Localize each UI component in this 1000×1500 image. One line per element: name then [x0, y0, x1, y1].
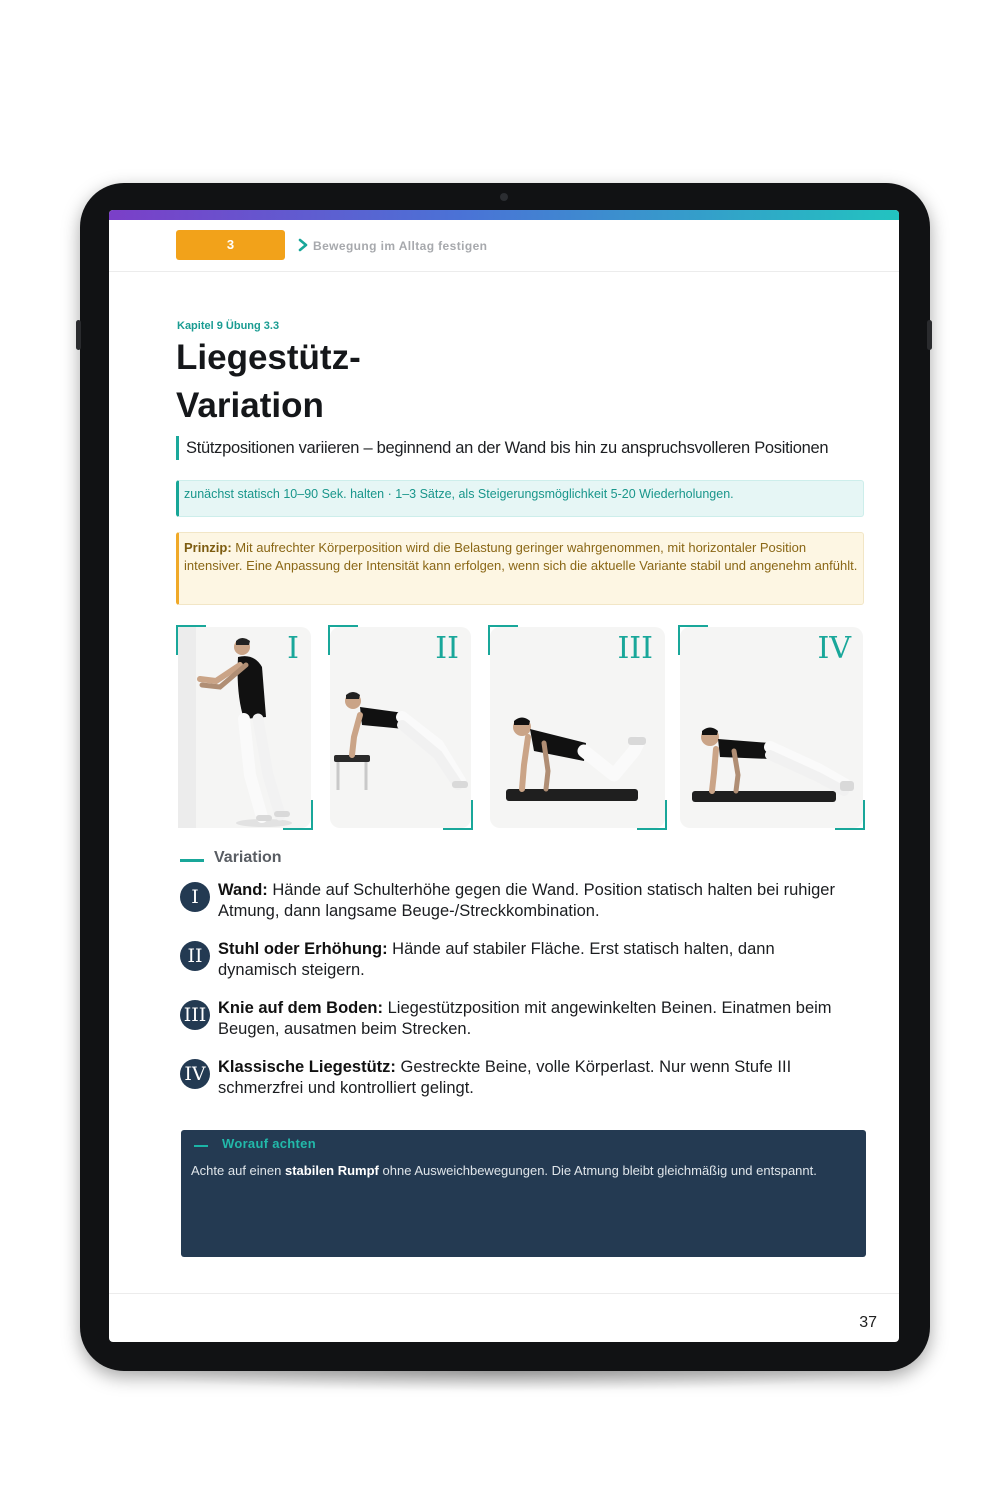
- variation-description: Hände auf stabiler Fläche. Erst statisch halten, dann dynamisch steigern.: [218, 940, 775, 979]
- photo-card: [176, 625, 313, 830]
- variation-label: Klassische Liegestütz:: [218, 1058, 396, 1076]
- tablet-device: [80, 183, 930, 1371]
- principle-label: Prinzip:: [184, 540, 232, 555]
- variation-label: Stuhl oder Erhöhung:: [218, 940, 388, 958]
- variation-heading: Variation: [214, 849, 282, 866]
- variation-text: [218, 998, 838, 1040]
- photo-corner: [176, 625, 206, 655]
- exercise-photos: [176, 625, 876, 830]
- tip-text-bold: stabilen Rumpf: [284, 1163, 379, 1178]
- photo-corner: [835, 800, 865, 830]
- variation-description: Gestreckte Beine, volle Körperlast. Nur wenn Stufe III schmerzfrei und kontrolliert gelingt.: [218, 1058, 792, 1097]
- subtitle: Stützpositionen variieren – beginnend an der Wand bis hin zu anspruchsvolleren Positionen: [176, 436, 828, 460]
- principle-box: [176, 532, 864, 605]
- tip-text-after: ohne Ausweichbewegungen. Die Atmung bleibt gleichmäßig und entspannt.: [382, 1163, 817, 1178]
- variation-label: Knie auf dem Boden:: [218, 999, 384, 1017]
- photo-corner: [488, 625, 518, 655]
- photo-card: [678, 625, 865, 830]
- volume-button: [76, 320, 81, 350]
- photo-numeral: III: [617, 631, 653, 666]
- variation-numeral: II: [180, 941, 210, 971]
- camera-icon: [500, 193, 508, 201]
- variation-numeral: I: [180, 882, 210, 912]
- photo-corner: [328, 625, 358, 655]
- variation-description: Hände auf Schulterhöhe gegen die Wand. Position statisch halten bei ruhiger Atmung, dann langsame Beuge-/Streckkombination.: [218, 881, 835, 920]
- ebook-page: [109, 210, 899, 1342]
- page-header: [109, 220, 899, 272]
- page-title: Liegestütz-Variation: [176, 338, 361, 425]
- photo-corner: [443, 800, 473, 830]
- tip-title: Worauf achten: [222, 1136, 316, 1151]
- photo-corner: [637, 800, 667, 830]
- principle-text: Mit aufrechter Körperposition wird die Belastung geringer wahrgenommen, mit horizontaler Position intensiver. Eine Anpassung der Intensität kann erfolgen, wenn sich die aktuelle Variante stabil und angenehm anfühlt.: [184, 540, 858, 573]
- chapter-badge[interactable]: 3: [176, 230, 285, 260]
- tip-text: [191, 1161, 841, 1180]
- chevron-right-icon: [296, 236, 310, 254]
- tip-dash: [194, 1145, 208, 1147]
- photo-card: [488, 625, 667, 830]
- photo-numeral: II: [435, 631, 459, 666]
- photo-numeral: IV: [817, 631, 851, 666]
- variation-label: Wand:: [218, 881, 268, 899]
- variation-numeral: III: [180, 1000, 210, 1030]
- exercise-eyebrow: Kapitel 9 Übung 3.3: [177, 320, 280, 332]
- photo-corner: [283, 800, 313, 830]
- breadcrumb[interactable]: Bewegung im Alltag festigen: [313, 239, 488, 253]
- power-button: [927, 320, 932, 350]
- variation-numeral: IV: [180, 1059, 210, 1089]
- variation-dash: [180, 859, 204, 862]
- photo-numeral: I: [287, 631, 299, 666]
- tip-box: [181, 1130, 866, 1257]
- page-number: 37: [859, 1314, 877, 1331]
- photo-card: [328, 625, 473, 830]
- footer-divider: [109, 1293, 899, 1294]
- dosage-box: zunächst statisch 10–90 Sek. halten · 1–3 Sätze, als Steigerungsmöglichkeit 5-20 Wiederholungen.: [176, 480, 864, 517]
- gradient-bar: [109, 210, 899, 220]
- variation-text: [218, 939, 838, 981]
- variation-text: [218, 1057, 838, 1099]
- photo-corner: [678, 625, 708, 655]
- variation-text: [218, 880, 838, 922]
- variation-description: Liegestützposition mit angewinkelten Beinen. Einatmen beim Beugen, ausatmen beim Strecken.: [218, 999, 832, 1038]
- tip-text-before: Achte auf einen: [191, 1163, 282, 1178]
